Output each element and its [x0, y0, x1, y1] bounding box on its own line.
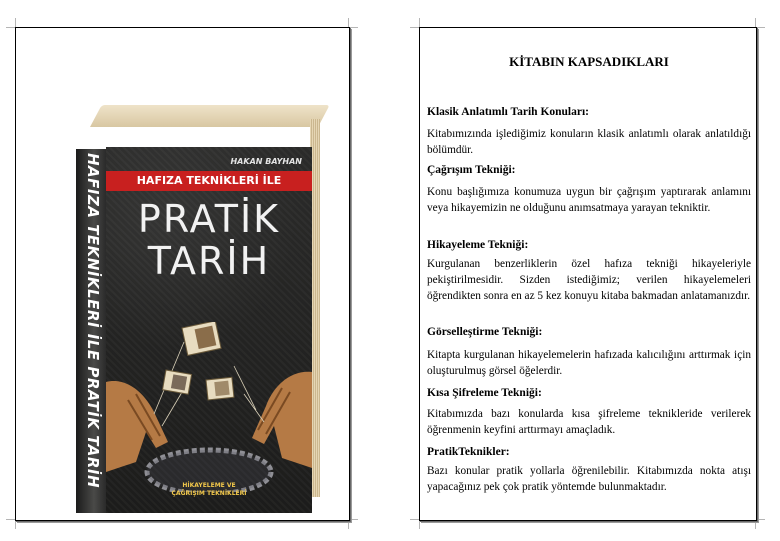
section-title: Hikayeleme Tekniği: [427, 239, 529, 251]
section-text: Konu başlığımıza konumuza uygun bir çağrışım yaptırarak anlamını veya hikayemizin ne olduğunu anımsatmaya yarayan tekniktir. [427, 186, 751, 214]
section-title: Klasik Anlatımlı Tarih Konuları: [427, 106, 589, 118]
crop-mark [6, 519, 15, 520]
section-text: Kitabımızında işlediğimiz konuların klasik anlatımlı olarak anlatıldığı bölümdür. [427, 128, 751, 156]
crop-mark [6, 27, 15, 28]
section-text: Bazı konular pratik yollarla öğrenilebilir. Kitabımızda nokta atışı yapacağınız pek çok pratik yöntemde bulunmaktadır. [427, 465, 751, 493]
spine-title: HAFIZA TEKNİKLERİ İLE PRATİK TARİH [84, 153, 102, 489]
author-name: HAKAN BAYHAN [230, 157, 302, 166]
book-spine [76, 149, 106, 513]
book-image [76, 105, 322, 513]
section-title: Çağrışım Tekniği: [427, 164, 516, 176]
cover-subtitle-line2: ÇAĞRIŞIM TEKNİKLERİ [171, 490, 247, 497]
crop-mark [419, 520, 420, 529]
crop-mark [410, 519, 419, 520]
section-text: Kitapta kurgulanan hikayelemelerin hafızada kalıcılığını arttırmak için oluşturulmuş görsel öğelerdir. [427, 349, 751, 377]
cover-band: HAFIZA TEKNİKLERİ İLE [106, 171, 312, 191]
crop-mark [419, 18, 420, 27]
book-front-cover [106, 147, 312, 513]
crop-mark [755, 520, 756, 529]
crop-mark [15, 18, 16, 27]
cover-page [15, 27, 350, 521]
crop-mark [349, 519, 358, 520]
crop-mark [349, 27, 358, 28]
section-title: Görselleştirme Tekniği: [427, 326, 543, 338]
cover-illustration [106, 322, 312, 492]
section-title: Kısa Şifreleme Tekniği: [427, 387, 542, 399]
contents-heading: KİTABIN KAPSADIKLARI [509, 54, 669, 69]
section-text: Kitabımızda bazı konularda kısa şifreleme teknikleride verilerek öğrenmenin keyfini arttırmayı amaçladık. [427, 408, 751, 436]
crop-mark [15, 520, 16, 529]
section-text: Kurgulanan benzerliklerin özel hafıza tekniği hikayeleriyle pekiştirilmesidir. Sizden istediğimiz; verilen hikayelemeleri öğrendikten sonra en az 5 kez konuyu kitaba bakmadan anlatamanızdır. [427, 258, 751, 302]
crop-mark [348, 18, 349, 27]
crop-mark [348, 520, 349, 529]
cover-title-line2: TARİH [147, 239, 271, 283]
contents-page [419, 27, 757, 521]
cover-subtitle-line1: HİKAYELEME VE [182, 482, 236, 489]
crop-mark [756, 519, 765, 520]
book-pages-top [90, 105, 330, 127]
crop-mark [756, 27, 765, 28]
section-title: PratikTeknikler: [427, 446, 510, 458]
crop-mark [755, 18, 756, 27]
crop-mark [410, 27, 419, 28]
cover-title-line1: PRATİK [137, 197, 281, 241]
